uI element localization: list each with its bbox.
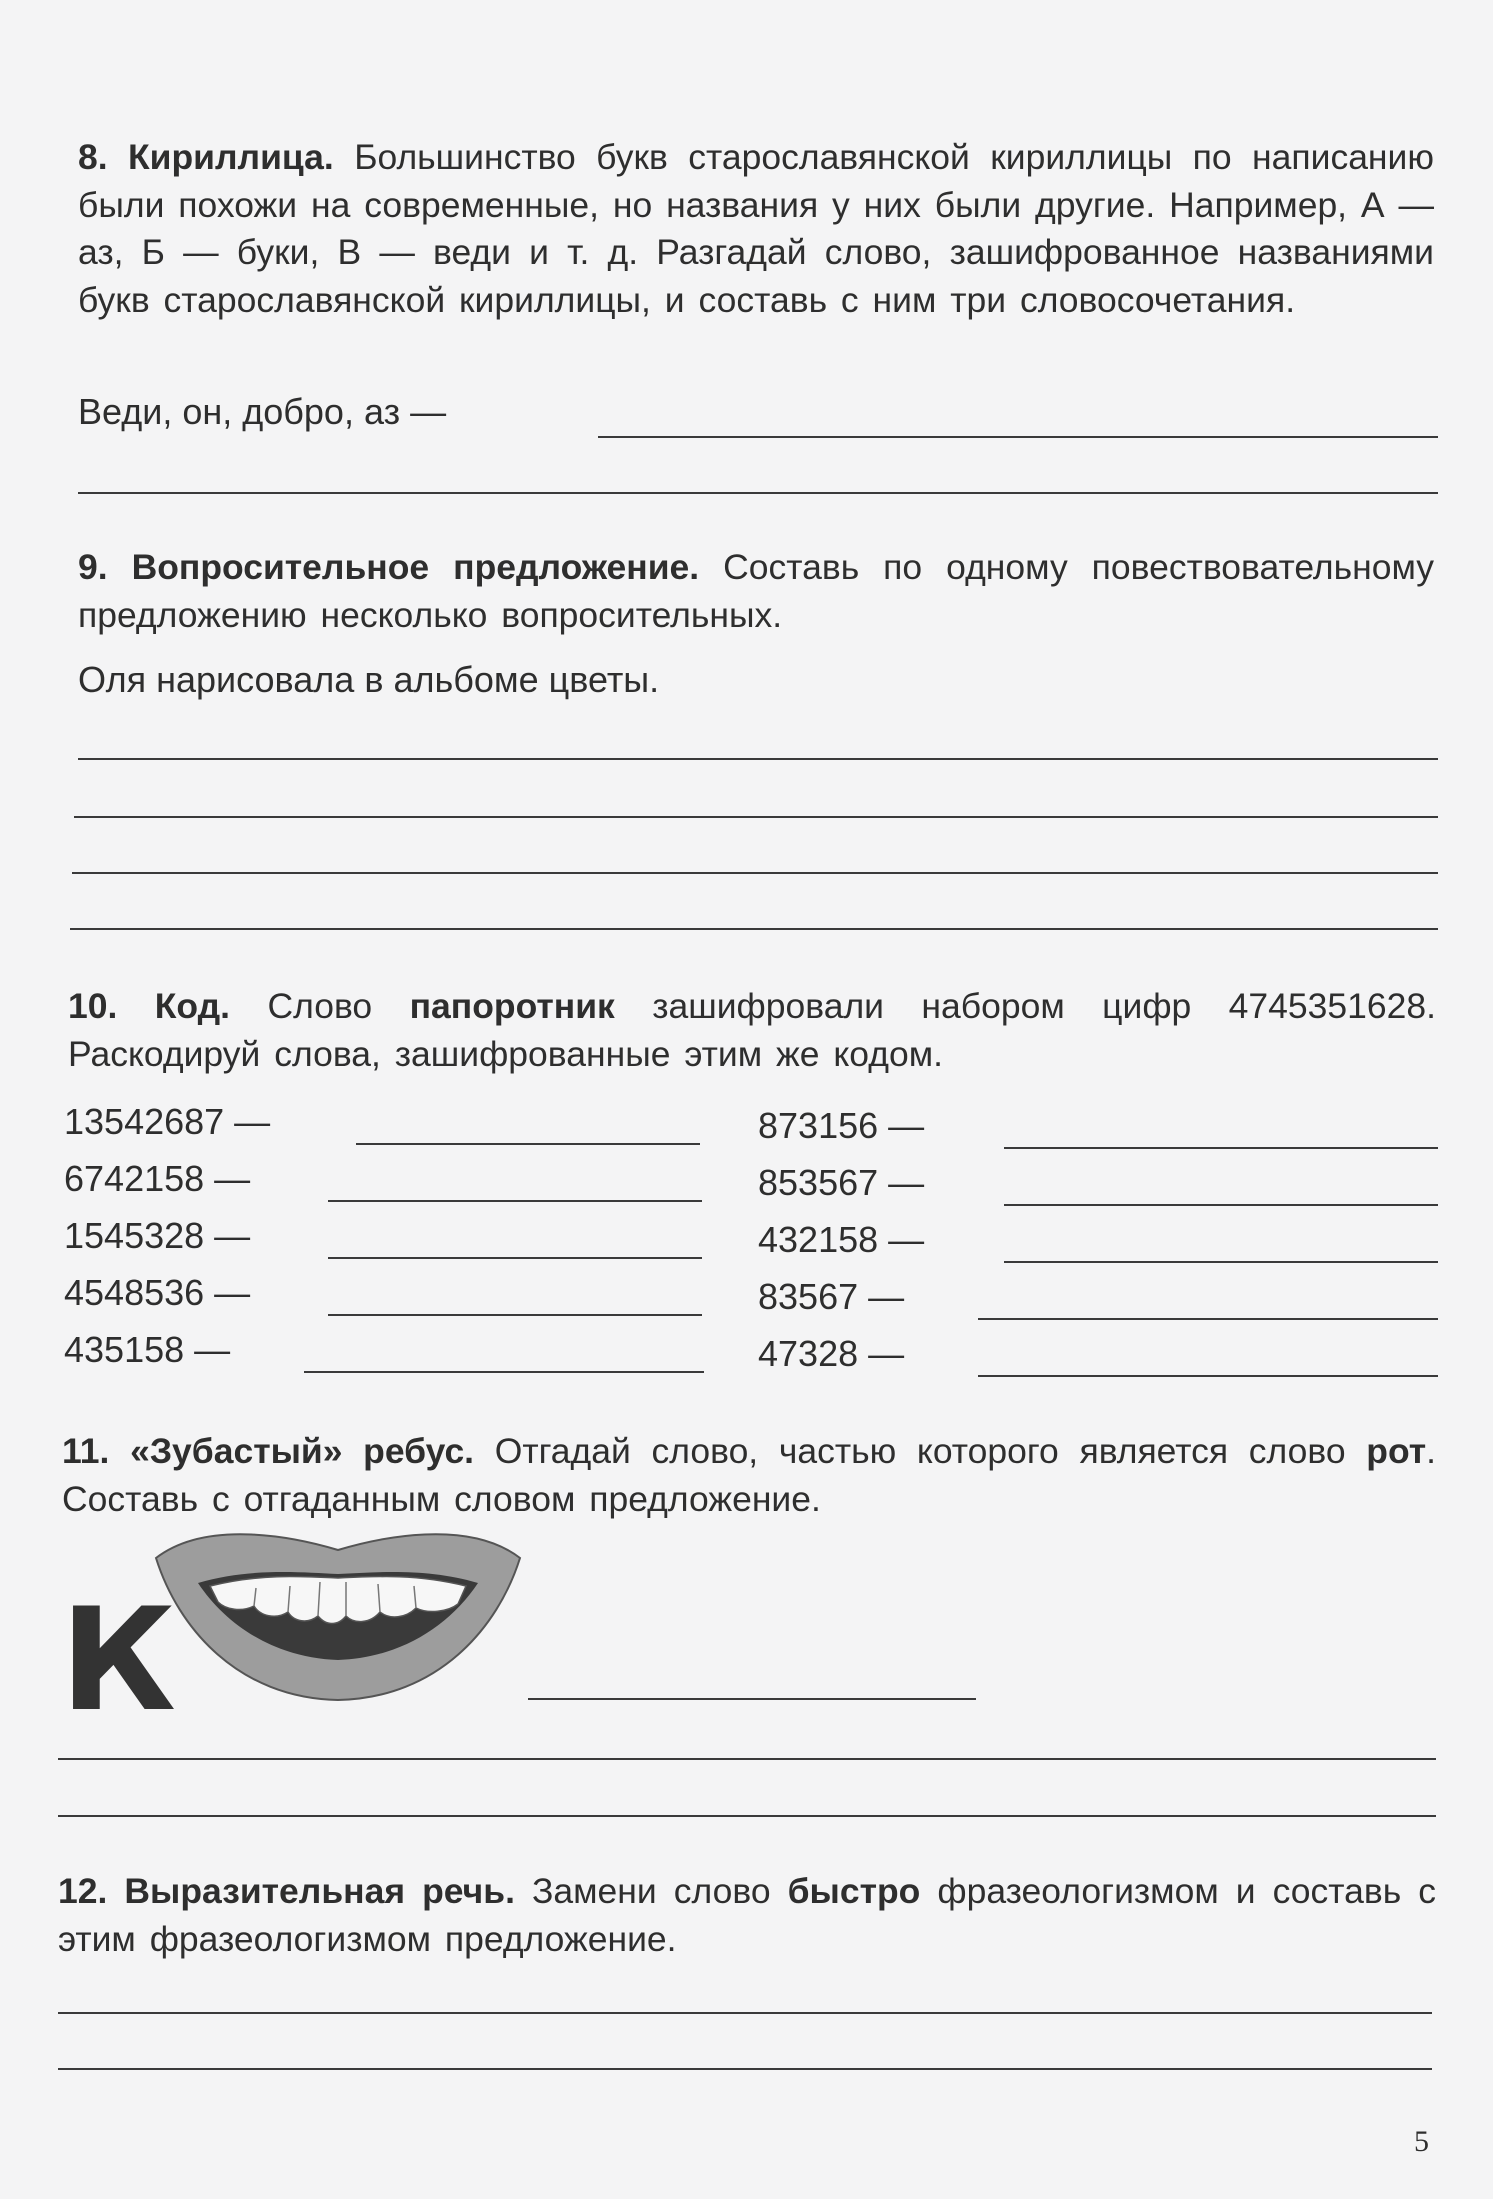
task-11-text [62,1428,1436,1523]
task-12-title: 12. Выразительная речь. [58,1871,515,1911]
answer-line[interactable] [1004,1147,1438,1149]
answer-line[interactable] [58,1758,1436,1760]
answer-line[interactable] [304,1371,704,1373]
task-8-title: 8. Кириллица. [78,137,334,177]
task-8-prompt: Веди, он, добро, аз — [78,391,447,432]
answer-line[interactable] [58,2068,1432,2070]
task-10-body-2: зашифровали набором цифр 4745351628. Раскодируй слова, зашифрованные этим же кодом. [68,986,1436,1074]
code-item: 4548536 — [64,1272,251,1313]
task-10-keyword: папоротник [409,986,615,1026]
code-item: 1545328 — [64,1215,251,1256]
task-11-body-2: . Составь с отгаданным словом предложение. [62,1431,1437,1519]
task-11-keyword: рот [1366,1431,1427,1471]
task-10-text [68,983,1436,1078]
answer-line[interactable] [1004,1204,1438,1206]
answer-line[interactable] [74,816,1438,818]
task-12-body-1: Замени слово [514,1871,788,1911]
code-item: 853567 — [758,1162,925,1203]
code-item: 6742158 — [64,1158,251,1199]
task-9-body: Составь по одному повествовательному предложению несколько вопросительных. [78,547,1435,635]
answer-line[interactable] [70,928,1438,930]
task-8-text [78,134,1434,324]
code-item: 435158 — [64,1329,231,1370]
code-item: 13542687 — [64,1101,271,1142]
answer-line[interactable] [58,1815,1436,1817]
task-9-example: Оля нарисовала в альбоме цветы. [78,659,660,700]
answer-line[interactable] [328,1200,702,1202]
answer-line[interactable] [528,1698,976,1700]
code-item: 83567 — [758,1276,905,1317]
code-item: 432158 — [758,1219,925,1260]
answer-line[interactable] [1004,1261,1438,1263]
page-number: 5 [1414,2125,1429,2158]
task-12-text [58,1868,1436,1963]
task-12-keyword: быстро [787,1871,921,1911]
task-10-body-1: Слово [230,986,410,1026]
answer-line[interactable] [58,2012,1432,2014]
rebus-letter: К [60,1578,177,1743]
task-11-title: 11. «Зубастый» ребус. [62,1431,475,1471]
answer-line[interactable] [598,436,1438,438]
answer-line[interactable] [978,1318,1438,1320]
task-11-body-1: Отгадай слово, частью которого является слово [474,1431,1367,1471]
code-item: 47328 — [758,1333,905,1374]
answer-line[interactable] [328,1257,702,1259]
answer-line[interactable] [328,1314,702,1316]
code-item: 873156 — [758,1105,925,1146]
answer-line[interactable] [978,1375,1438,1377]
task-8-body: Большинство букв старославянской кириллицы по написанию были похожи на современные, но названия у них были другие. Например, А — аз, Б — буки, В — веди и т. д. Разгадай слово, зашифрованное названиями букв старославянской кириллицы, и составь с ним три словосочетания. [78,137,1434,320]
task-10-title: 10. Код. [68,986,231,1026]
task-9-text [78,544,1434,639]
task-9-title: 9. Вопросительное предложение. [78,547,700,587]
answer-line[interactable] [78,492,1438,494]
mouth-icon [148,1528,528,1708]
task-12-body-2: фразеологизмом и составь с этим фразеологизмом предложение. [58,1871,1437,1959]
answer-line[interactable] [78,758,1438,760]
answer-line[interactable] [72,872,1438,874]
answer-line[interactable] [356,1143,700,1145]
